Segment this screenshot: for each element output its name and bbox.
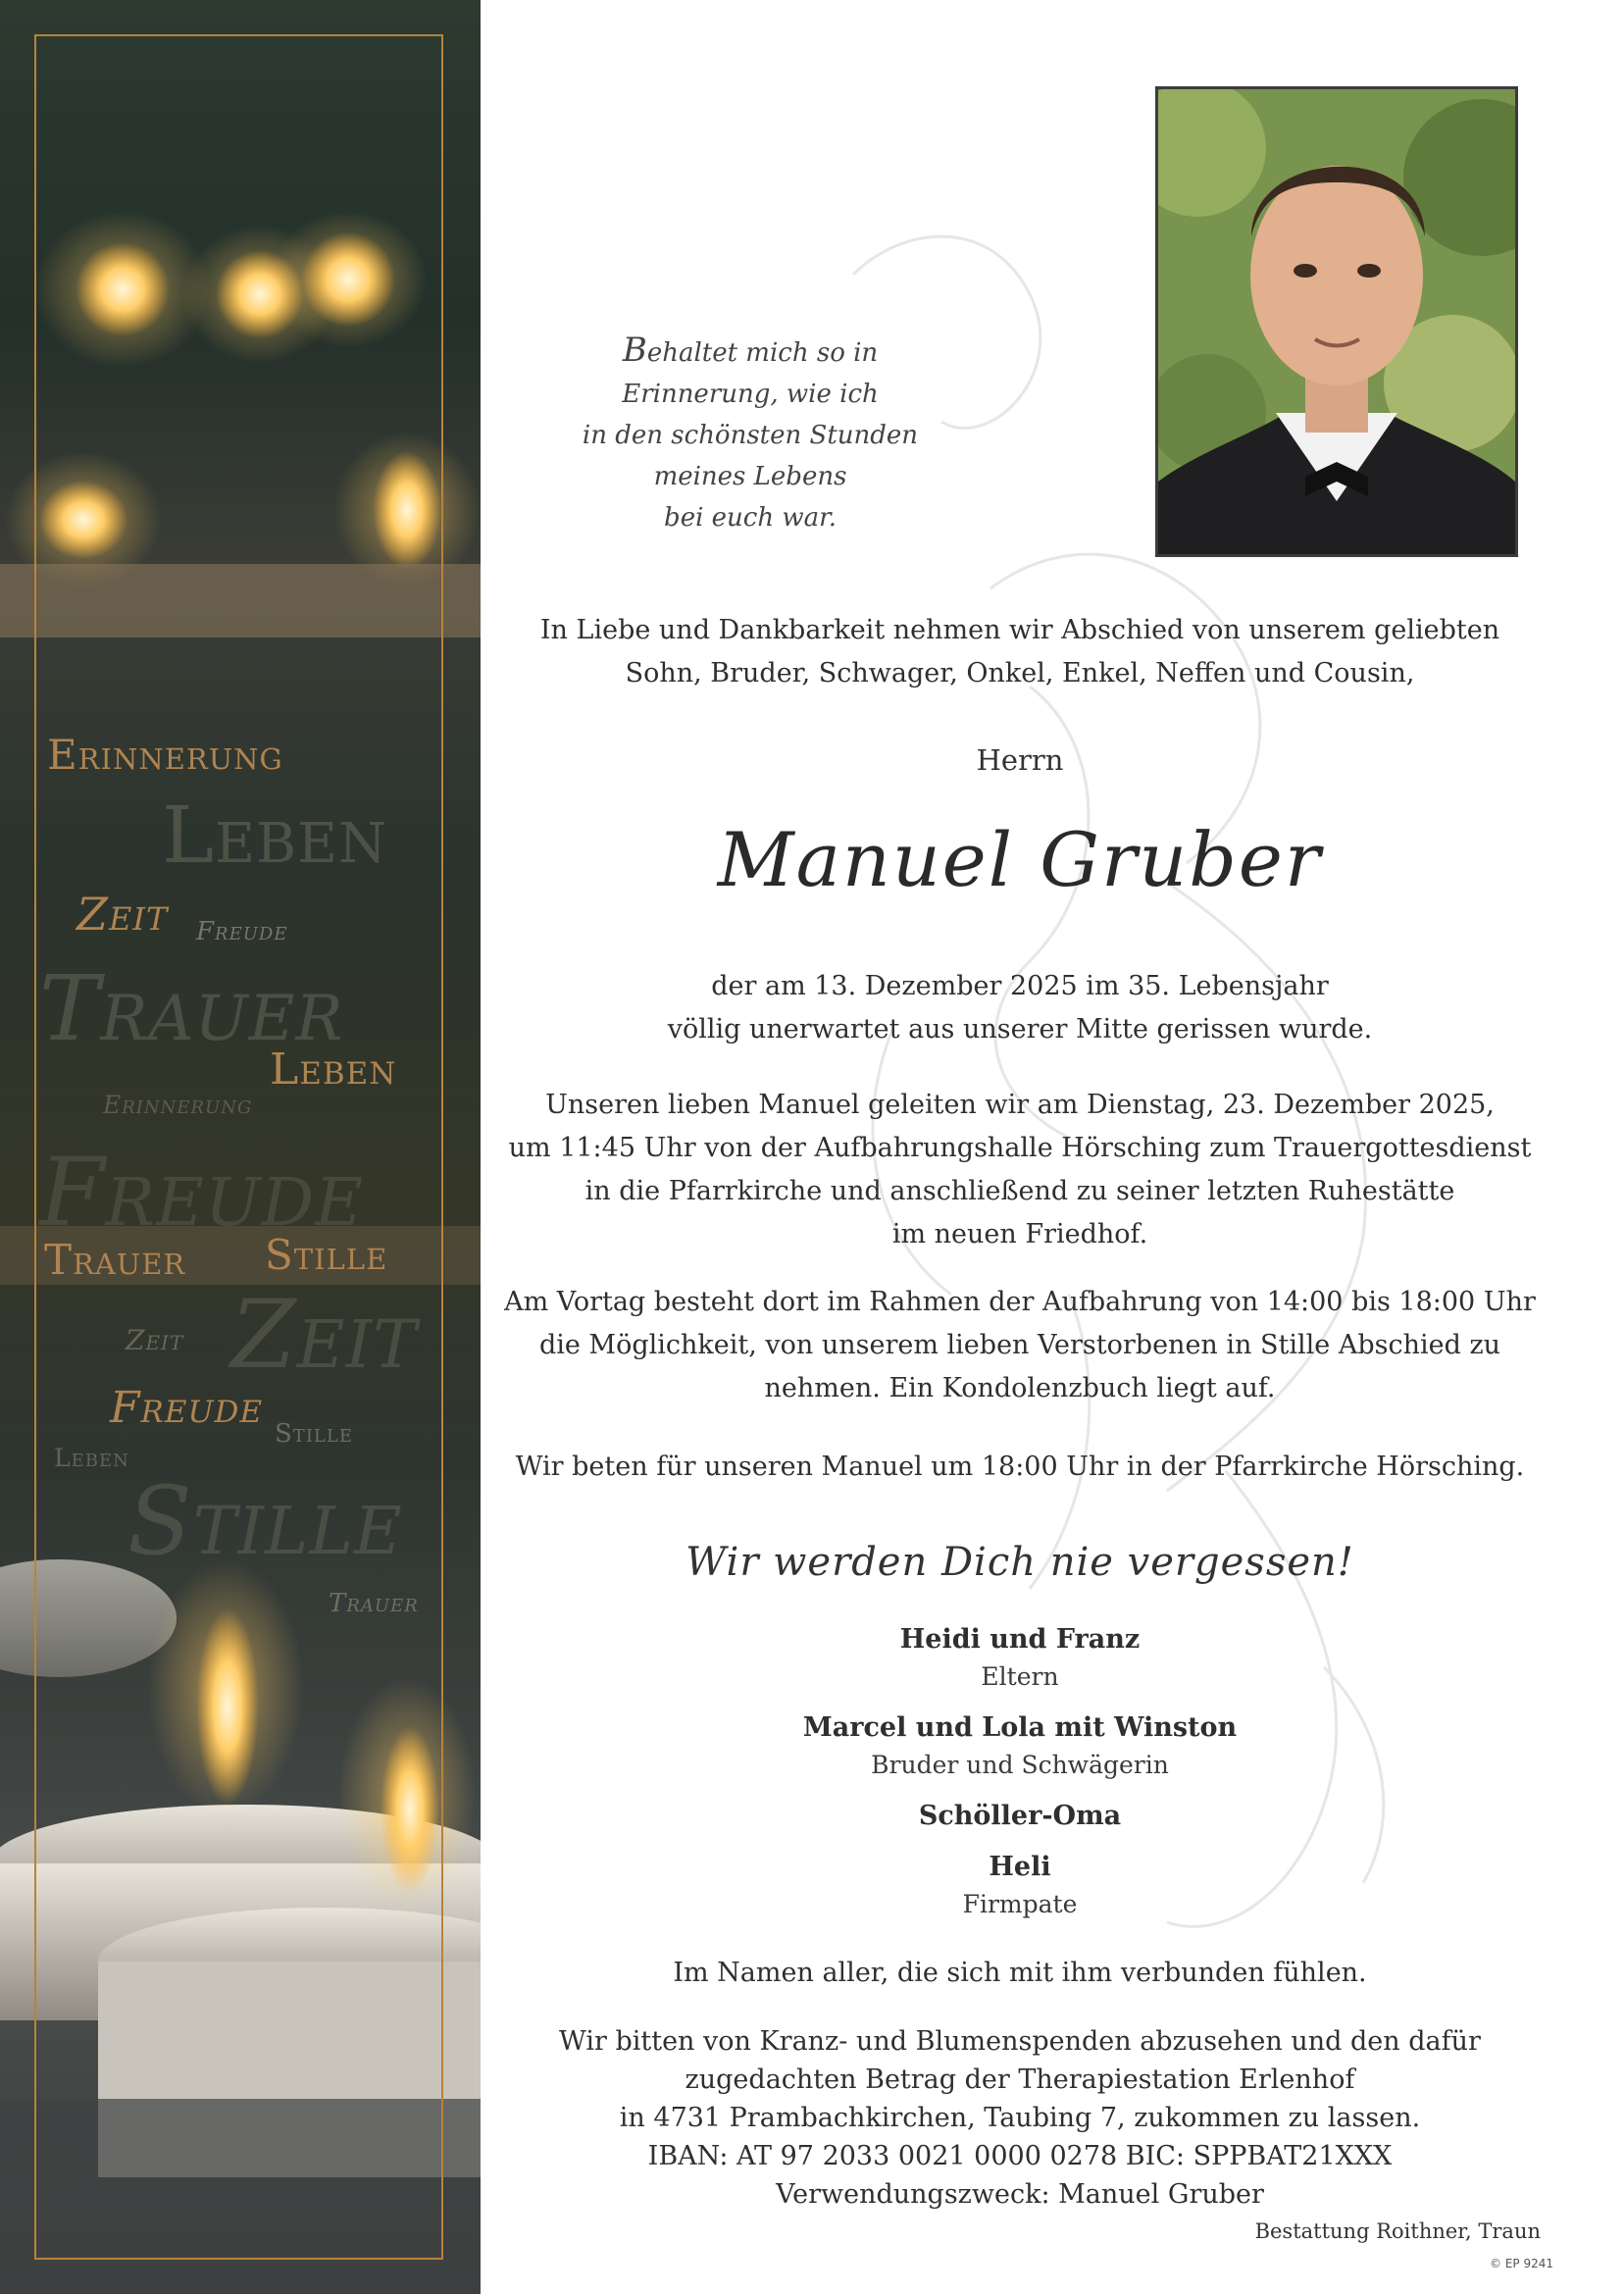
candle-panel [0,0,481,2294]
family-member-name: Schöller-Oma [918,1801,1122,1831]
panel-word: Zeit [230,1280,418,1390]
iban-line: IBAN: AT 97 2033 0021 0000 0278 BIC: SPPBAT21XXX [647,2141,1393,2171]
panel-word: Zeit [126,1324,184,1356]
quote-line: ehaltet mich so in Erinnerung, wie ich [622,338,879,409]
text-line: In Liebe und Dankbarkeit nehmen wir Abschied von unserem geliebten [539,615,1500,645]
panel-word: Freude [196,917,288,946]
family-member-role: Eltern [981,1662,1059,1691]
panel-word: Freude [110,1383,264,1433]
panel-word: Leben [270,1045,397,1095]
text-line: in 4731 Prambachkirchen, Taubing 7, zukommen zu lassen. [619,2103,1421,2133]
panel-word: Stille [265,1231,388,1279]
deceased-name: Manuel Gruber [717,816,1323,903]
quote-initial: B [622,331,647,370]
panel-word: Leben [54,1444,129,1472]
text-line: Verwendungszweck: Manuel Gruber [776,2179,1264,2210]
text-line: nehmen. Ein Kondolenzbuch liegt auf. [764,1373,1276,1403]
text-line: zugedachten Betrag der Therapiestation Erlenhof [685,2065,1355,2095]
text-line: Wir bitten von Kranz- und Blumenspenden abzusehen und den dafür [559,2026,1481,2057]
text-line: die Möglichkeit, von unserem lieben Verstorbenen in Stille Abschied zu [538,1330,1501,1360]
salutation: Herrn [976,743,1064,777]
text-line: Unseren lieben Manuel geleiten wir am Dienstag, 23. Dezember 2025, [545,1090,1495,1120]
donation-info [481,2022,1559,2214]
text-line: Wir beten für unseren Manuel um 18:00 Uhr in der Pfarrkirche Hörsching. [515,1452,1525,1482]
text-line: Sohn, Bruder, Schwager, Onkel, Enkel, Neffen und Cousin, [625,658,1415,688]
family-member-role: Bruder und Schwägerin [871,1751,1169,1779]
family-list [481,1620,1559,1936]
panel-word: Zeit [76,888,169,941]
quote-line: in den schönsten Stunden meines Lebens [582,421,919,491]
viewing-info [481,1281,1559,1410]
panel-word: Trauer [39,956,344,1061]
panel-word: Erinnerung [103,1091,253,1119]
closing-line: Wir werden Dich nie vergessen! [685,1540,1354,1585]
funeral-info [481,1084,1559,1256]
panel-word: Stille [127,1466,403,1576]
panel-word: Freude [39,1138,365,1248]
family-member-name: Heidi und Franz [899,1624,1141,1655]
prayer-info [481,1446,1559,1489]
document-code: © EP 9241 [1490,2257,1553,2270]
text-line: der am 13. Dezember 2025 im 35. Lebensjahr [711,971,1329,1001]
intro-text [481,609,1559,695]
text-line: um 11:45 Uhr von der Aufbahrungshalle Hörsching zum Trauergottesdienst [508,1133,1532,1163]
text-line: in die Pfarrkirche und anschließend zu seiner letzten Ruhestätte [584,1176,1455,1206]
panel-word: Trauer [44,1236,186,1284]
text-line: Am Vortag besteht dort im Rahmen der Aufbahrung von 14:00 bis 18:00 Uhr [504,1287,1536,1317]
family-member-name: Marcel und Lola mit Winston [802,1712,1238,1743]
family-member-name: Heli [989,1852,1051,1882]
death-notice [481,965,1559,1051]
portrait-photo [1155,86,1518,557]
quote-line: bei euch war. [664,503,837,533]
funeral-home: Bestattung Roithner, Traun [1254,2219,1541,2243]
obituary-content [481,0,1624,2294]
text-line: völlig unerwartet aus unserer Mitte gerissen wurde. [667,1014,1373,1045]
memorial-quote [559,330,941,538]
behalf-line [481,1952,1559,1995]
panel-word: Erinnerung [47,731,283,779]
family-member-role: Firmpate [962,1890,1078,1918]
panel-word: Leben [162,790,388,881]
panel-word: Stille [275,1419,353,1449]
panel-word: Trauer [329,1589,419,1618]
text-line: Im Namen aller, die sich mit ihm verbunden fühlen. [673,1958,1367,1988]
text-line: im neuen Friedhof. [891,1219,1148,1249]
